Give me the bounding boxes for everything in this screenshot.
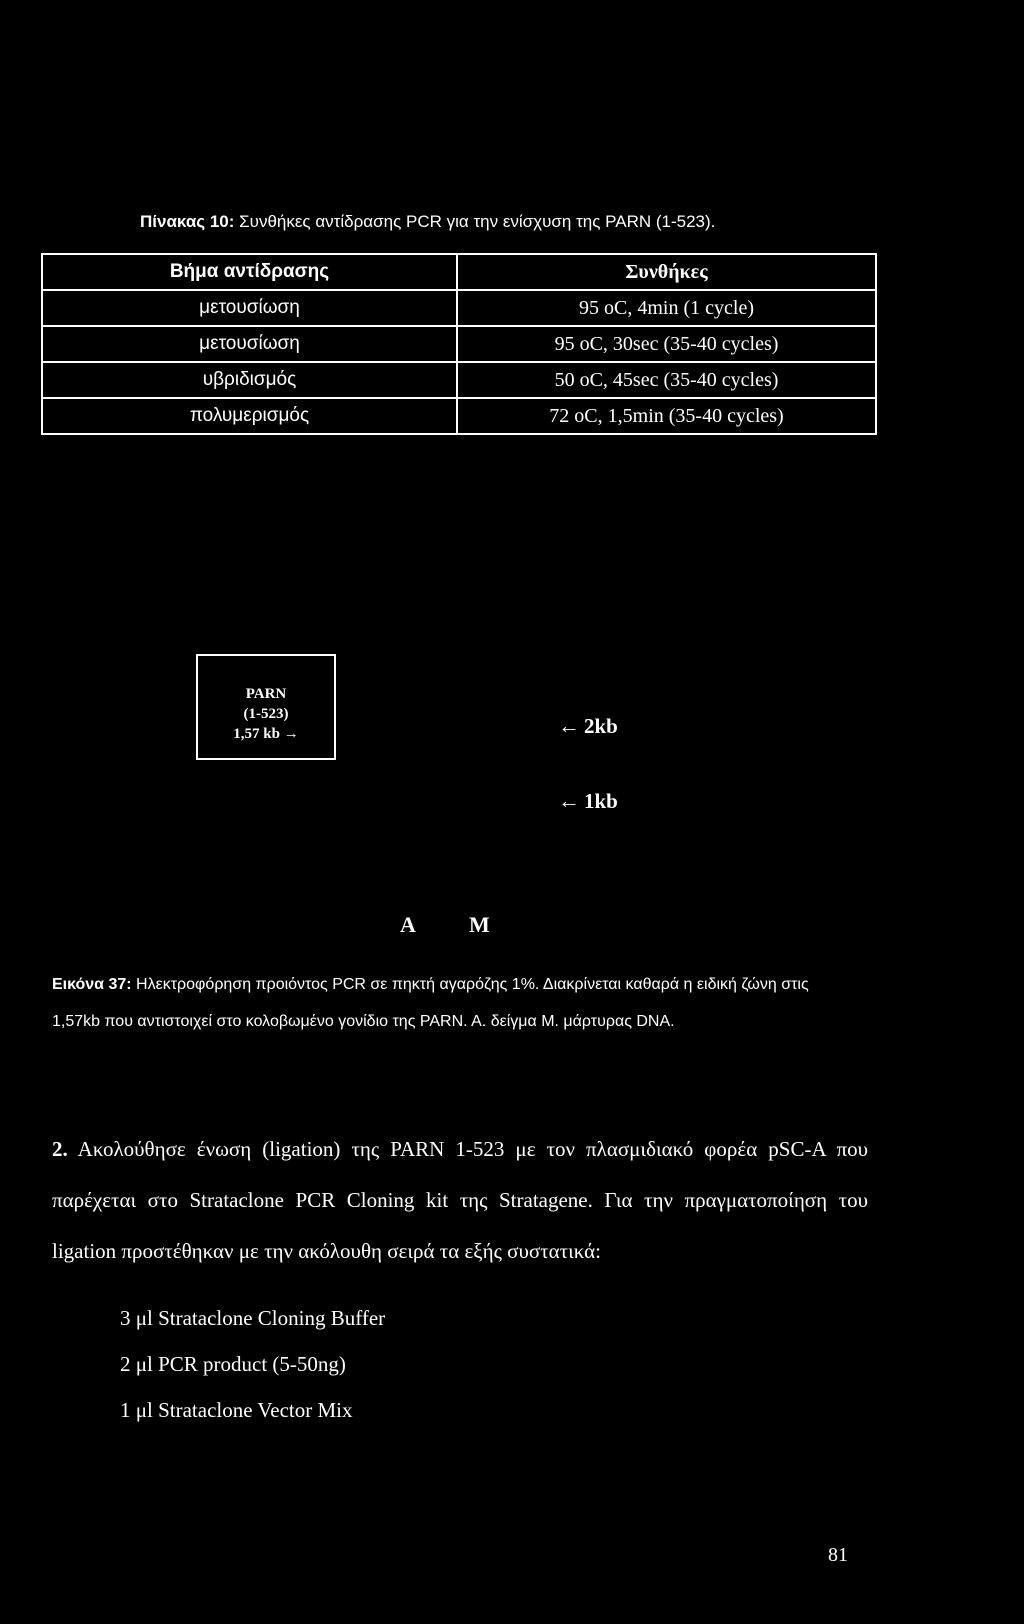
figure-caption xyxy=(52,966,860,1040)
gel-annotation-box xyxy=(196,654,336,760)
page-number: 81 xyxy=(828,1544,848,1566)
lane-label-m: M xyxy=(469,912,490,937)
ingredient-item: 2 μl PCR product (5-50ng) xyxy=(120,1352,346,1376)
gel-box-gene: PARN xyxy=(245,686,287,702)
cell-conditions: 50 oC, 45sec (35-40 cycles) xyxy=(457,362,876,398)
table-row xyxy=(42,290,876,326)
cell-step: μετουσίωση xyxy=(42,290,457,326)
marker-1kb xyxy=(558,788,618,814)
table-header-row xyxy=(42,254,876,290)
pcr-conditions-table xyxy=(41,253,877,435)
marker-label: 2kb xyxy=(584,714,618,738)
ingredient-item: 1 μl Strataclone Vector Mix xyxy=(120,1398,353,1422)
paragraph-text: Ακολούθησε ένωση (ligation) της PARN 1-523 με τον πλασμιδιακό φορέα pSC-A που παρέχεται στο Strataclone PCR Cloning kit της Stratagene. Για την πραγματοποίηση του ligation προστέθηκαν με την ακόλουθη σειρά τα εξής συστατικά: xyxy=(52,1137,869,1263)
table-row xyxy=(42,326,876,362)
ingredient-item: 3 μl Strataclone Cloning Buffer xyxy=(120,1306,386,1330)
table-caption-text: Συνθήκες αντίδρασης PCR για την ενίσχυση της PARN (1-523). xyxy=(239,212,716,231)
header-conditions: Συνθήκες xyxy=(457,254,876,290)
marker-2kb xyxy=(558,713,618,739)
gel-box-range: (1-523) xyxy=(243,706,289,722)
cell-step: πολυμερισμός xyxy=(42,398,457,434)
cell-conditions: 95 oC, 30sec (35-40 cycles) xyxy=(457,326,876,362)
cell-step: υβριδισμός xyxy=(42,362,457,398)
cell-conditions: 72 oC, 1,5min (35-40 cycles) xyxy=(457,398,876,434)
left-arrow-icon: ← xyxy=(558,713,580,738)
gel-box-size: 1,57 kb → xyxy=(233,726,299,742)
cell-step: μετουσίωση xyxy=(42,326,457,362)
left-arrow-icon: ← xyxy=(558,788,580,813)
table-row xyxy=(42,398,876,434)
figure-caption-text: Ηλεκτροφόρηση προιόντος PCR σε πηκτή αγαρόζης 1%. Διακρίνεται καθαρά η ειδική ζώνη στις 1,57kb που αντιστοιχεί στο κολοβωμένο γονίδιο της PARN. A. δείγμα M. μάρτυρας DNA. xyxy=(52,976,809,1030)
figure-caption-label: Εικόνα 37: xyxy=(52,976,132,993)
table-row xyxy=(42,362,876,398)
table-caption-label: Πίνακας 10: xyxy=(140,212,235,231)
body-paragraph xyxy=(52,1124,868,1277)
paragraph-number: 2. xyxy=(52,1137,68,1161)
lane-label-a: A xyxy=(400,912,416,937)
cell-conditions: 95 oC, 4min (1 cycle) xyxy=(457,290,876,326)
table-caption xyxy=(140,212,715,232)
marker-label: 1kb xyxy=(584,789,618,813)
header-step: Βήμα αντίδρασης xyxy=(42,254,457,290)
